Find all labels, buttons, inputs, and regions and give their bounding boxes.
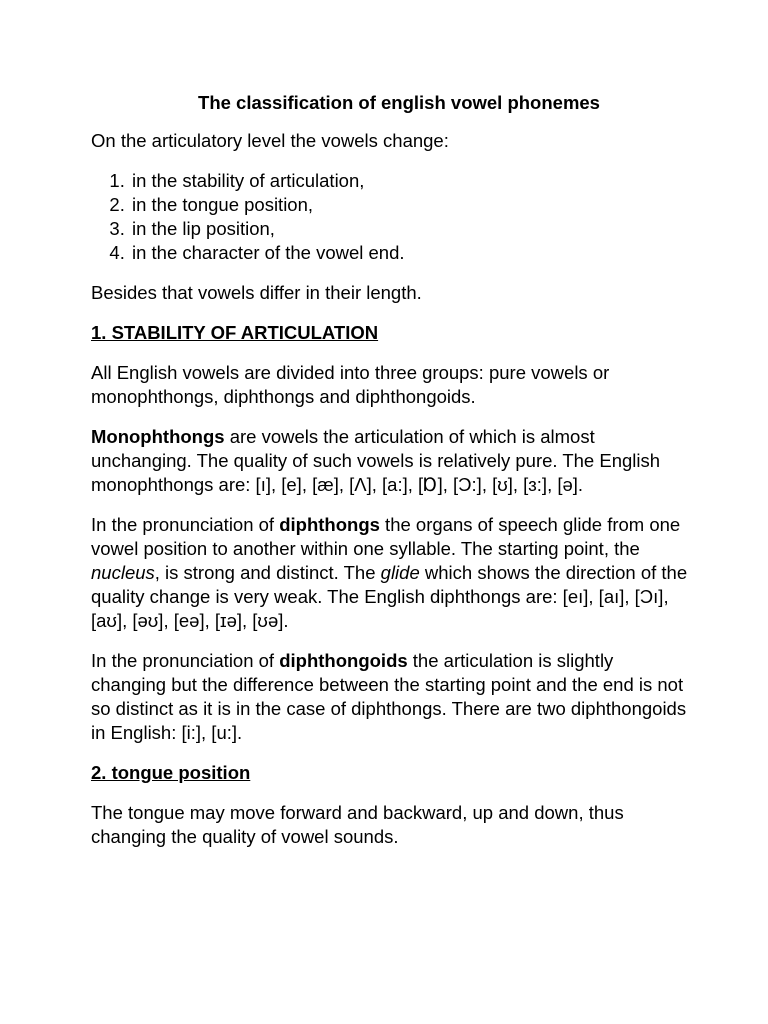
glide-term: glide (380, 562, 420, 583)
intro-paragraph: On the articulatory level the vowels change: (91, 130, 449, 151)
list-item: 4. in the character of the vowel end. (130, 241, 691, 265)
section-heading-tongue: 2. tongue position (91, 762, 251, 783)
diphthongs-text-3: which shows the direction of the quality change is very weak. The English diphthongs are: [eı], [aı], [Ɔı], [aʊ], [əʊ], [eə], [ɪə], [ʊə]. (91, 562, 688, 631)
diphthongs-text-1: the organs of speech glide from one vowel position to another within one syllable. The starting point, the (91, 514, 681, 559)
section-heading-stability: 1. STABILITY OF ARTICULATION (91, 322, 379, 343)
monophthongs-paragraph (91, 425, 691, 497)
monophthongs-text: are vowels the articulation of which is almost unchanging. The quality of such vowels is relatively pure. The English monophthongs are: [ı], [e], [æ], [Λ], [a:], [Ɒ], [Ɔ:], [ʊ], [ɜ:], [ə]. (91, 426, 661, 495)
diphthongoids-lead: In the pronunciation of (91, 650, 280, 671)
diphthongoids-text: the articulation is slightly changing but the difference between the starting point and the end is not so distinct as it is in the case of diphthongs. There are two diphthongoids in English: [i:], [u:]. (91, 650, 687, 743)
diphthongoids-term: diphthongoids (279, 650, 408, 671)
diphthongs-text-2: , is strong and distinct. The (154, 562, 381, 583)
list-item: 1. in the stability of articulation, (130, 169, 691, 193)
list-item: 3. in the lip position, (130, 217, 691, 241)
document-page (91, 91, 691, 865)
list-item: 2. in the tongue position, (130, 193, 691, 217)
nucleus-term: nucleus (91, 562, 155, 583)
articulation-list (91, 169, 691, 265)
groups-paragraph: All English vowels are divided into three groups: pure vowels or monophthongs, diphthongs and diphthongoids. (91, 362, 610, 407)
length-paragraph: Besides that vowels differ in their length. (91, 282, 422, 303)
tongue-paragraph: The tongue may move forward and backward, up and down, thus changing the quality of vowel sounds. (91, 802, 624, 847)
monophthongs-term: Monophthongs (91, 426, 225, 447)
diphthongs-lead: In the pronunciation of (91, 514, 280, 535)
diphthongs-paragraph (91, 513, 691, 633)
diphthongs-term: diphthongs (279, 514, 380, 535)
diphthongoids-paragraph (91, 649, 691, 745)
document-title: The classification of english vowel phonemes (198, 92, 600, 113)
